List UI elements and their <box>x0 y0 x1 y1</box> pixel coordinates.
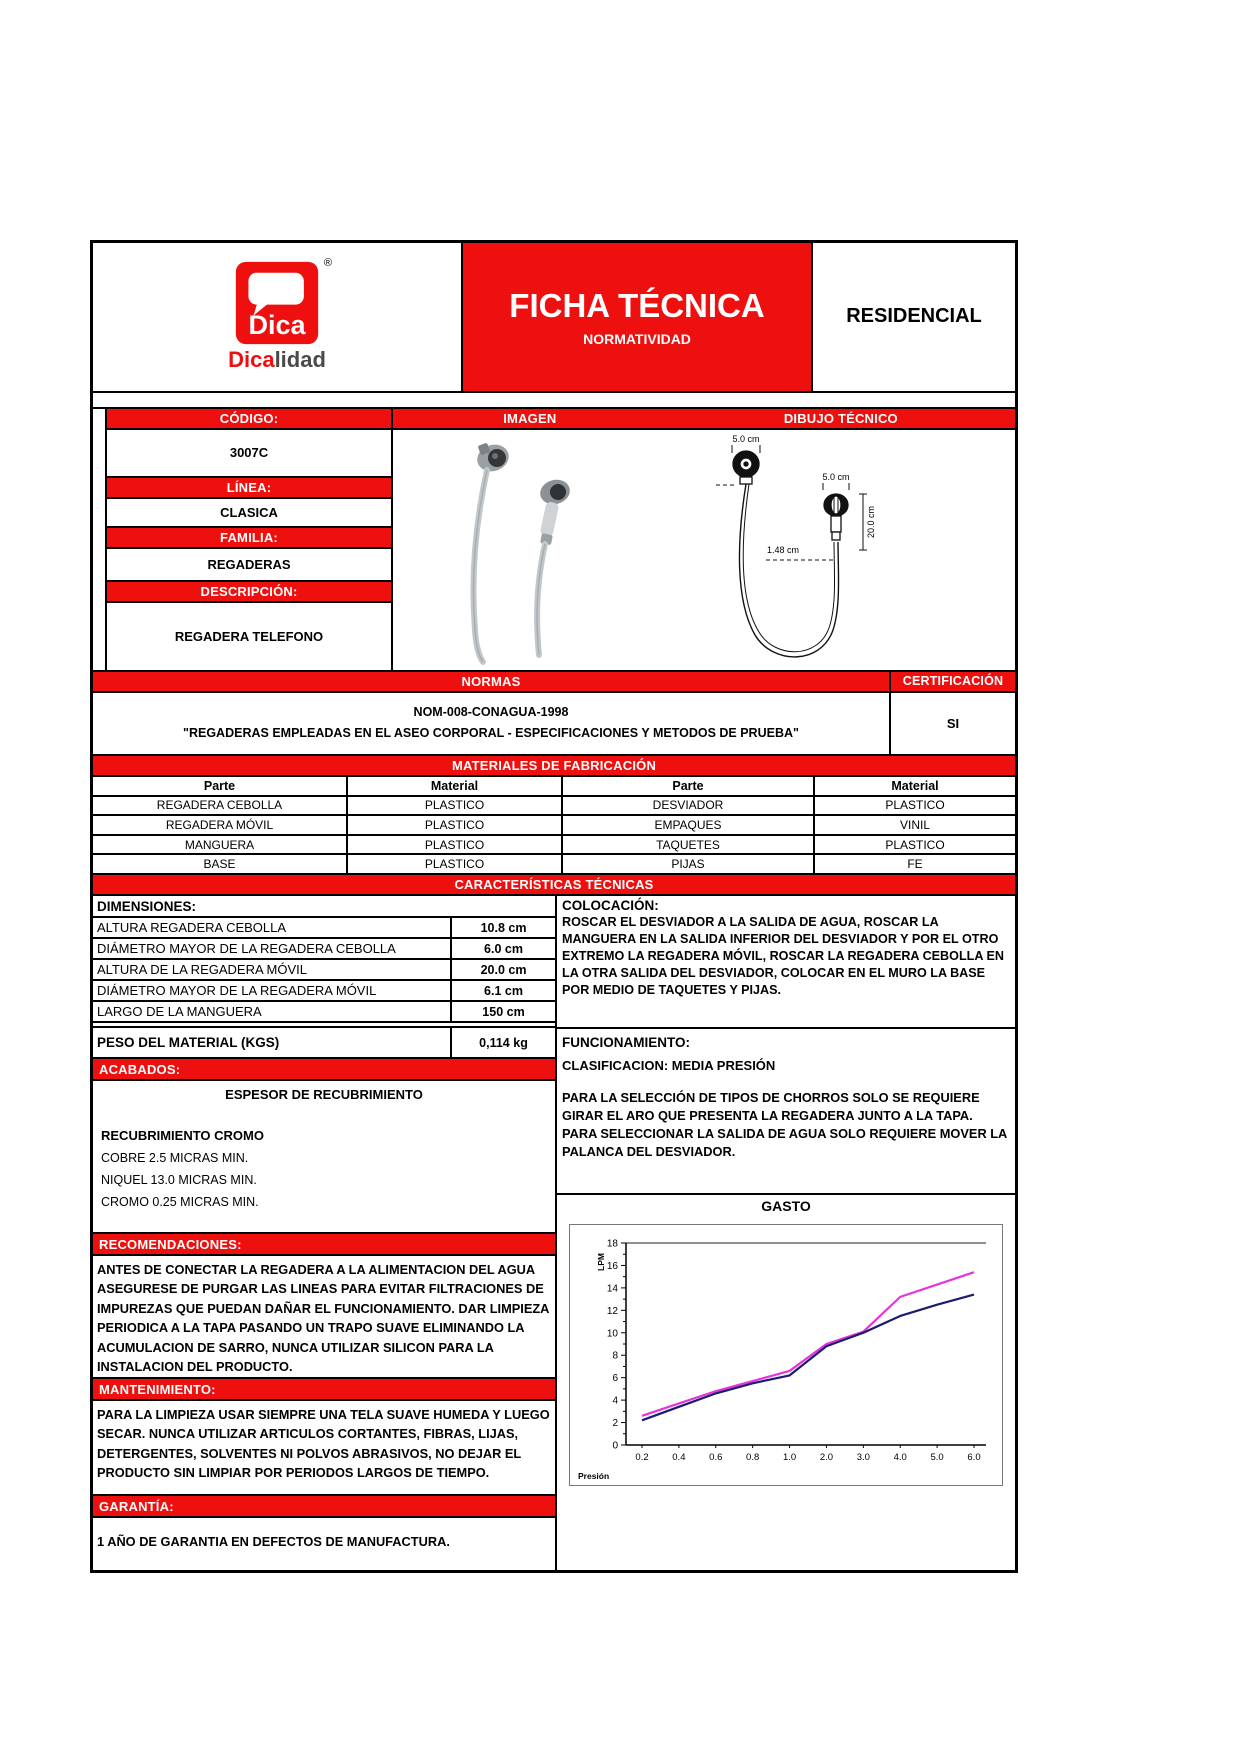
recomendaciones-text: ANTES DE CONECTAR LA REGADERA A LA ALIMENTACION DEL AGUA ASEGURESE DE PURGAR LAS LINEAS PARA EVITAR FILTRACIONES DE IMPUREZAS QUE PUEDAN DAÑAR EL FUNCIONAMIENTO. DAR LIMPIEZA PERIODICA A LA TAPA PASANDO UN TRAPO SUAVE ELIMINANDO LA ACUMULACION DE SARRO, NUNCA UTILIZAR SILICON PARA LA INSTALACION DEL PRODUCTO. <box>93 1256 555 1379</box>
svg-text:4: 4 <box>612 1395 618 1407</box>
familia-header: FAMILIA: <box>107 528 391 549</box>
svg-text:0.6: 0.6 <box>709 1452 723 1463</box>
dica-logo-icon <box>235 256 332 345</box>
svg-text:LPM: LPM <box>596 1253 606 1271</box>
svg-text:6.0: 6.0 <box>967 1452 981 1463</box>
product-photo <box>393 430 667 670</box>
certificacion-header: CERTIFICACIÓN <box>889 672 1015 691</box>
dimension-row: ALTURA REGADERA CEBOLLA 10.8 cm <box>93 918 555 939</box>
page-subtitle: NORMATIVIDAD <box>583 330 691 347</box>
colocacion-label: COLOCACIÓN: <box>562 898 659 913</box>
table-row: MANGUERA PLASTICO TAQUETES PLASTICO <box>93 836 1015 856</box>
acabados-header: ACABADOS: <box>93 1059 555 1081</box>
normas-header: NORMAS <box>93 672 889 691</box>
acabados-line: NIQUEL 13.0 MICRAS MIN. <box>101 1173 257 1187</box>
svg-text:8: 8 <box>612 1350 618 1362</box>
col-parte-1: Parte <box>203 778 236 793</box>
familia-value: REGADERAS <box>107 549 391 582</box>
table-row: BASE PLASTICO PIJAS FE <box>93 855 1015 873</box>
funcionamiento-label: FUNCIONAMIENTO: <box>562 1035 690 1050</box>
svg-text:10: 10 <box>606 1328 618 1340</box>
normas-text <box>93 693 889 755</box>
svg-text:Presión: Presión <box>578 1471 610 1481</box>
dimension-row: LARGO DE LA MANGUERA 150 cm <box>93 1002 555 1023</box>
svg-text:5.0: 5.0 <box>930 1452 944 1463</box>
chart-section <box>557 1216 1015 1570</box>
gasto-chart <box>569 1224 1003 1486</box>
dica-logo <box>228 256 332 373</box>
spacer-row <box>93 393 1015 409</box>
linea-value: CLASICA <box>107 499 391 528</box>
dim-label-movil: 5.0 cm <box>822 471 850 482</box>
svg-text:2: 2 <box>612 1418 618 1430</box>
acabados-line: CROMO 0.25 MICRAS MIN. <box>101 1195 259 1209</box>
ficha-tecnica-banner <box>461 243 813 391</box>
category-label: RESIDENCIAL <box>846 305 982 328</box>
logo-tagline-red: Dica <box>228 346 275 372</box>
materiales-header: MATERIALES DE FABRICACIÓN <box>93 756 1015 777</box>
acabados-title: ESPESOR DE RECUBRIMIENTO <box>225 1087 423 1102</box>
caracteristicas-header: CARACTERÍSTICAS TÉCNICAS <box>93 875 1015 896</box>
materiales-header-row <box>93 777 1015 797</box>
svg-text:0.8: 0.8 <box>746 1452 760 1463</box>
materiales-table <box>93 777 1015 875</box>
dibujo-tecnico-header: DIBUJO TÉCNICO <box>667 409 1015 428</box>
ficha-tecnica-document <box>90 240 1018 1573</box>
acabados-subtitle: RECUBRIMIENTO CROMO <box>101 1128 264 1143</box>
svg-text:0.2: 0.2 <box>635 1452 649 1463</box>
dim-label-altura: 20.0 cm <box>865 505 876 538</box>
logo-tagline <box>228 347 326 373</box>
recomendaciones-header: RECOMENDACIONES: <box>93 1234 555 1256</box>
svg-text:12: 12 <box>606 1305 618 1317</box>
registered-mark: ® <box>323 256 332 269</box>
svg-text:1.0: 1.0 <box>782 1452 797 1463</box>
colocacion-section <box>557 896 1015 1027</box>
dim-label-cebolla: 5.0 cm <box>732 433 760 444</box>
table-row: REGADERA CEBOLLA PLASTICO DESVIADOR PLASTICO <box>93 797 1015 817</box>
svg-text:2.0: 2.0 <box>819 1452 834 1463</box>
table-row: REGADERA MÓVIL PLASTICO EMPAQUES VINIL <box>93 816 1015 836</box>
left-column <box>93 896 555 1570</box>
norma-title: "REGADERAS EMPLEADAS EN EL ASEO CORPORAL - ESPECIFICACIONES Y METODOS DE PRUEBA" <box>183 726 799 741</box>
clasificacion-text: CLASIFICACION: MEDIA PRESIÓN <box>562 1058 776 1073</box>
acabados-content <box>93 1081 555 1234</box>
codigo-header: CÓDIGO: <box>107 409 391 430</box>
norma-code: NOM-008-CONAGUA-1998 <box>413 705 569 720</box>
technical-drawing <box>667 430 1015 670</box>
codigo-value: 3007C <box>107 430 391 478</box>
svg-text:0.4: 0.4 <box>672 1452 686 1463</box>
normas-content <box>93 693 1015 757</box>
normas-header-bar <box>93 672 1015 693</box>
colocacion-text: ROSCAR EL DESVIADOR A LA SALIDA DE AGUA, ROSCAR LA MANGUERA EN LA SALIDA INFERIOR DEL DESVIADOR Y POR EL OTRO EXTREMO LA REGADERA MÓVIL, ROSCAR LA REGADERA CEBOLLA EN LA OTRA SALIDA DEL DESVIADOR, COLOCAR EN EL MURO LA BASE POR MEDIO DE TAQUETES Y PIJAS. <box>562 915 1004 997</box>
svg-text:16: 16 <box>606 1260 618 1272</box>
descripcion-value: REGADERA TELEFONO <box>174 628 324 644</box>
logo-brand-text: Dica <box>248 309 306 340</box>
funcionamiento-section <box>557 1027 1015 1193</box>
col-material-2: Material <box>813 777 1015 795</box>
product-id-column <box>93 409 393 670</box>
descripcion-header: DESCRIPCIÓN: <box>107 582 391 603</box>
logo-tagline-dark: lidad <box>274 346 326 372</box>
product-visuals <box>393 409 1015 670</box>
svg-text:3.0: 3.0 <box>856 1452 870 1463</box>
page-title: FICHA TÉCNICA <box>509 286 765 324</box>
svg-text:4.0: 4.0 <box>893 1452 907 1463</box>
dimension-row: DIÁMETRO MAYOR DE LA REGADERA CEBOLLA 6.0 cm <box>93 939 555 960</box>
logo-cell <box>93 243 461 391</box>
peso-row: PESO DEL MATERIAL (KGS) 0,114 kg <box>93 1028 555 1059</box>
dimensiones-label: DIMENSIONES: <box>93 896 555 918</box>
funcionamiento-text: PARA LA SELECCIÓN DE TIPOS DE CHORROS SOLO SE REQUIERE GIRAR EL ARO QUE PRESENTA LA REGADERA JUNTO A LA TAPA. PARA SELECCIONAR LA SALIDA DE AGUA SOLO REQUIERE MOVER LA PALANCA DEL DESVIADOR. <box>562 1090 1007 1159</box>
svg-text:0: 0 <box>612 1440 618 1452</box>
garantia-text: 1 AÑO DE GARANTIA EN DEFECTOS DE MANUFACTURA. <box>97 1534 450 1549</box>
acabados-line: COBRE 2.5 MICRAS MIN. <box>101 1151 249 1165</box>
product-info-section <box>93 409 1015 672</box>
mantenimiento-header: MANTENIMIENTO: <box>93 1379 555 1401</box>
dim-label-manguera: 1.48 cm <box>766 544 799 555</box>
caracteristicas-body <box>93 896 1015 1570</box>
linea-header: LÍNEA: <box>107 478 391 499</box>
visuals-header-bar <box>393 409 1015 430</box>
certificacion-value: SI <box>889 693 1015 755</box>
svg-text:6: 6 <box>612 1373 618 1385</box>
col-material-1: Material <box>346 777 561 795</box>
dimension-row: DIÁMETRO MAYOR DE LA REGADERA MÓVIL 6.1 cm <box>93 981 555 1002</box>
document-header <box>93 243 1015 393</box>
col-parte-2: Parte <box>561 777 813 795</box>
chart-title: GASTO <box>557 1193 1015 1216</box>
right-column <box>555 896 1015 1570</box>
mantenimiento-text: PARA LA LIMPIEZA USAR SIEMPRE UNA TELA SUAVE HUMEDA Y LUEGO SECAR. NUNCA UTILIZAR ARTICULOS CORTANTES, FIBRAS, LIJAS, DETERGENTES, SOLVENTES NI POLVOS ABRASIVOS, NO DEJAR EL PRODUCTO SIN LIMPIAR POR PERIODOS LARGOS DE TIEMPO. <box>93 1401 555 1496</box>
garantia-header: GARANTÍA: <box>93 1496 555 1518</box>
imagen-header: IMAGEN <box>393 409 667 428</box>
dimension-row: ALTURA DE LA REGADERA MÓVIL 20.0 cm <box>93 960 555 981</box>
svg-text:14: 14 <box>606 1283 618 1295</box>
svg-text:18: 18 <box>606 1238 618 1250</box>
